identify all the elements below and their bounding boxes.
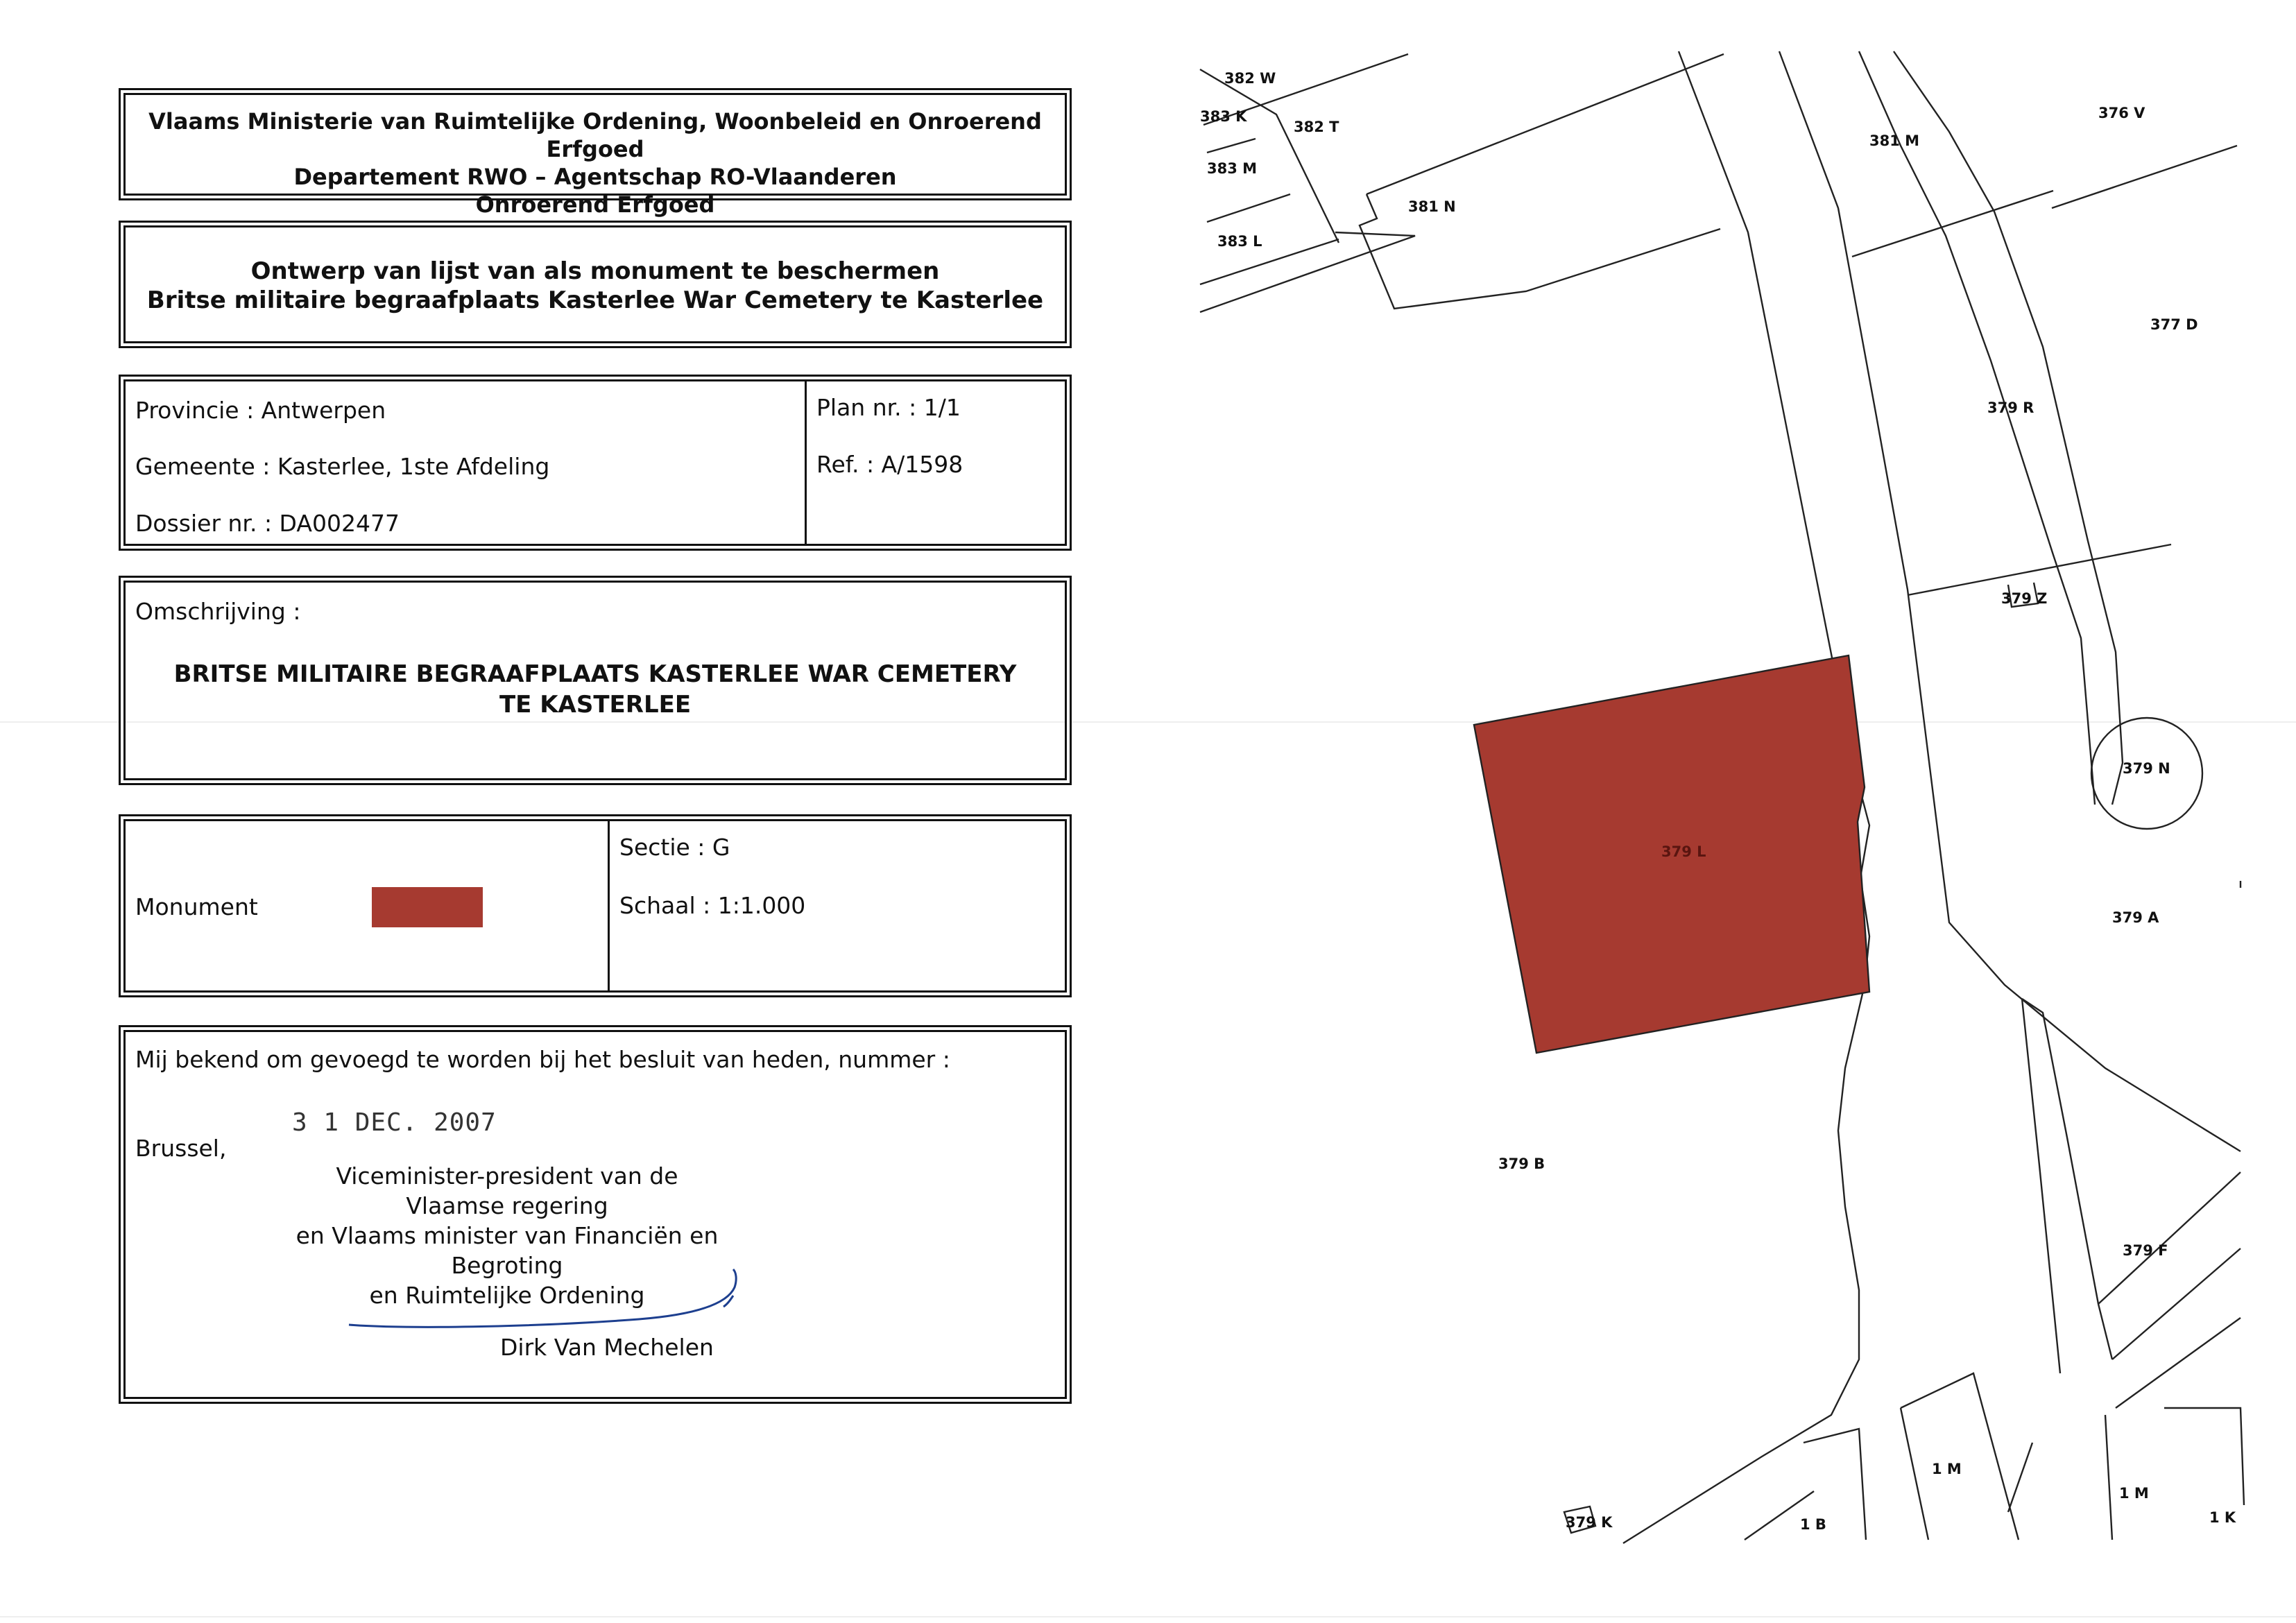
provincie-field: Provincie : Antwerpen (135, 397, 386, 424)
plan-number-field: Plan nr. : 1/1 (816, 394, 961, 421)
parcel-label: 379 N (2123, 760, 2170, 777)
parcel-label: 379 B (1498, 1156, 1545, 1172)
schaal-field: Schaal : 1:1.000 (619, 892, 806, 919)
parcel-label: 382 W (1224, 70, 1276, 87)
description-box (123, 581, 1067, 780)
sectie-field: Sectie : G (619, 834, 730, 861)
parcel-label: 1 B (1800, 1516, 1826, 1533)
column-divider (805, 381, 807, 544)
signature-box (123, 1030, 1067, 1399)
description-label: Omschrijving : (135, 598, 301, 625)
scan-artifact-line (0, 1616, 2296, 1617)
handwritten-signature (348, 1268, 791, 1344)
parcel-label: 376 V (2098, 105, 2145, 121)
agency-name: Onroerend Erfgoed (475, 191, 715, 218)
monument-legend-label: Monument (135, 893, 258, 920)
document-subtitle: Britse militaire begraafplaats Kasterlee War Cemetery te Kasterlee (146, 286, 1044, 314)
department-name: Departement RWO – Agentschap RO-Vlaanderen (293, 164, 897, 190)
parcel-label: 381 N (1408, 198, 1456, 215)
signatory-role-line-2: en Vlaams minister van Financiën en Begroting (295, 1222, 719, 1279)
legend-box (123, 819, 1067, 993)
document-title-box (123, 225, 1067, 343)
ministry-header-box (123, 93, 1067, 218)
parcel-label: 383 M (1207, 160, 1258, 177)
place-label: Brussel, (135, 1135, 227, 1162)
parcel-label: 381 M (1869, 132, 1920, 149)
monument-color-swatch (372, 887, 483, 927)
parcel-label: 379 F (2123, 1242, 2168, 1259)
parcel-label: 377 D (2150, 316, 2198, 333)
parcel-label: 383 L (1217, 233, 1262, 250)
cadastral-map (1138, 28, 2289, 1568)
dossier-info-box (123, 379, 1067, 546)
parcel-label: 383 K (1200, 108, 1247, 125)
parcel-label: 1 M (2119, 1485, 2149, 1502)
parcel-label: 379 A (2112, 909, 2159, 926)
signature-intro: Mij bekend om gevoegd te worden bij het besluit van heden, nummer : (135, 1046, 950, 1073)
dossier-field: Dossier nr. : DA002477 (135, 510, 400, 537)
parcel-label: 382 T (1294, 119, 1339, 135)
parcel-label: 379 R (1987, 400, 2034, 416)
date-stamp: 3 1 DEC. 2007 (292, 1108, 497, 1137)
description-line-1: BRITSE MILITAIRE BEGRAAFPLAATS KASTERLEE WAR CEMETERY (173, 660, 1017, 688)
gemeente-field: Gemeente : Kasterlee, 1ste Afdeling (135, 453, 550, 480)
parcel-label: 1 K (2209, 1509, 2236, 1526)
parcel-label: 379 Z (2001, 590, 2048, 607)
signatory-role-line-3: en Ruimtelijke Ordening (369, 1282, 645, 1309)
column-divider (608, 821, 610, 990)
parcel-label: 379 L (1661, 843, 1706, 860)
signatory-name: Dirk Van Mechelen (500, 1334, 714, 1361)
parcel-label: 379 K (1566, 1514, 1613, 1531)
description-line-2: TE KASTERLEE (499, 691, 692, 719)
ministry-name: Vlaams Ministerie van Ruimtelijke Ordening, Woonbeleid en Onroerend Erfgoed (148, 108, 1042, 162)
parcel-label: 1 M (1932, 1461, 1962, 1477)
reference-field: Ref. : A/1598 (816, 451, 963, 478)
signatory-role-line-1: Viceminister-president van de Vlaamse regering (336, 1162, 678, 1219)
document-title: Ontwerp van lijst van als monument te beschermen (250, 257, 940, 285)
